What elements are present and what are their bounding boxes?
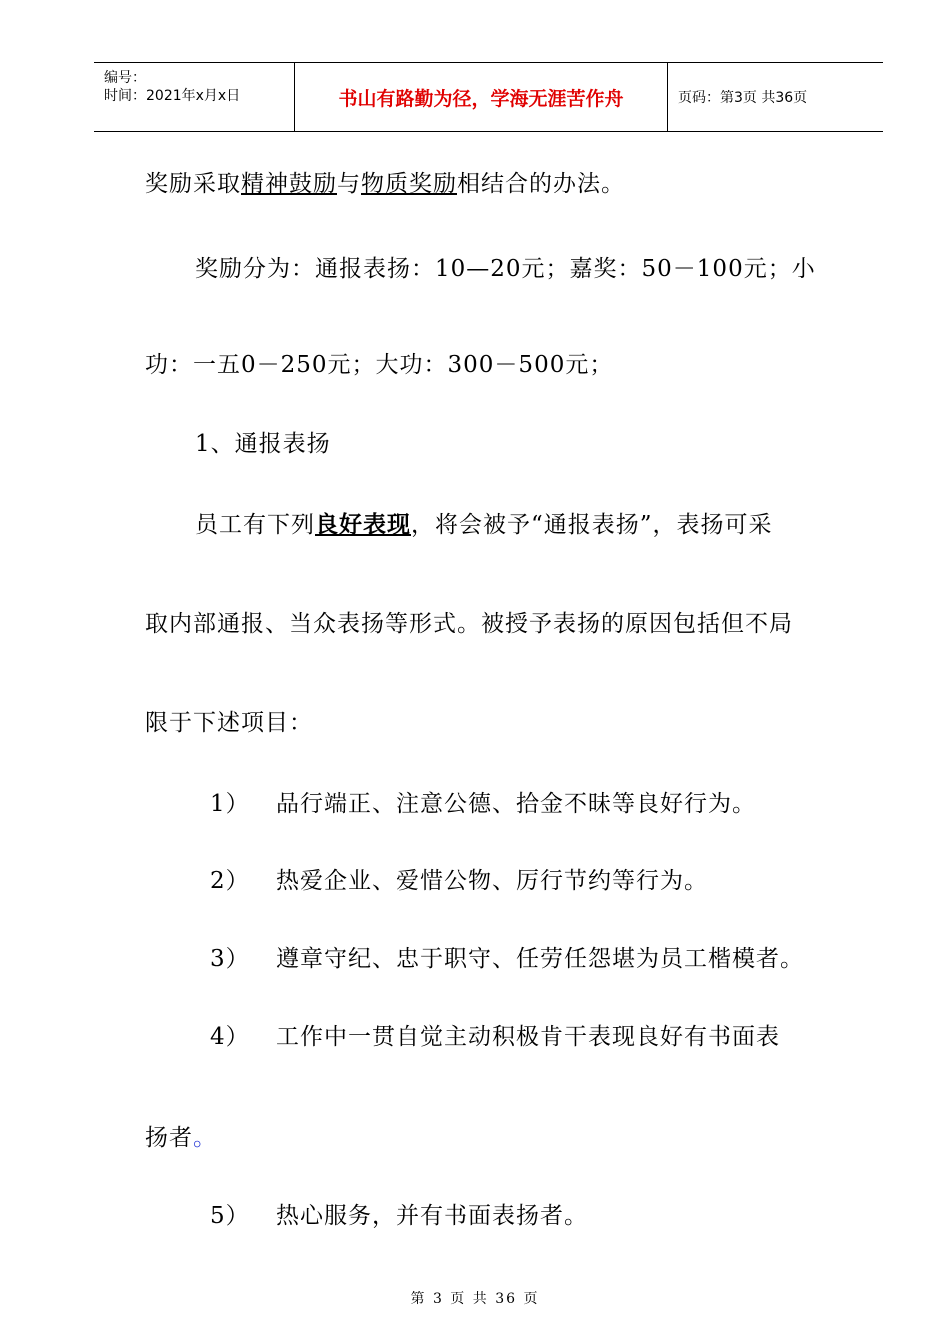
list-item-text: 热心服务，并有书面表扬者。 — [276, 1203, 588, 1229]
list-item-text: 遵章守纪、忠于职守、任劳任怨堪为员工楷模者。 — [276, 946, 804, 972]
section-heading: 1、通报表扬 — [195, 431, 331, 457]
text-run: ，将会被予“通报表扬”，表扬可采 — [411, 512, 773, 538]
text-run: 奖励采取 — [145, 171, 241, 197]
paragraph-line — [195, 506, 773, 539]
header-meta — [94, 63, 295, 131]
list-item-text: 工作中一贯自觉主动积极肯干表现良好有书面表 — [276, 1024, 780, 1050]
page-footer: 第 3 页 共 36 页 — [410, 1291, 540, 1307]
paragraph-line: 限于下述项目： — [145, 710, 313, 736]
paragraph-line — [145, 165, 625, 198]
paragraph-line: 功：一五0－250元；大功：300－500元； — [145, 352, 614, 378]
list-item-text: 品行端正、注意公德、拾金不昧等良好行为。 — [276, 791, 756, 817]
text-run: 相结合的办法。 — [457, 171, 625, 197]
paragraph-line: 取内部通报、当众表扬等形式。被授予表扬的原因包括但不局 — [145, 611, 793, 637]
header-motto: 书山有路勤为径，学海无涯苦作舟 — [295, 63, 668, 131]
text-run: 扬者 — [145, 1125, 193, 1151]
list-item-number: 2） — [210, 868, 250, 894]
list-item-text: 热爱企业、爱惜公物、厉行节约等行为。 — [276, 868, 708, 894]
paragraph-line — [145, 1119, 217, 1152]
list-item-number: 3） — [210, 946, 250, 972]
number-label: 编号： — [104, 70, 146, 86]
paragraph-line: 奖励分为：通报表扬：10—20元；嘉奖：50－100元；小 — [195, 256, 816, 282]
list-item — [210, 785, 756, 818]
list-item — [210, 1018, 780, 1051]
list-item-number: 1） — [210, 791, 250, 817]
time-label: 时间：2021年x月x日 — [104, 88, 241, 104]
list-item-number: 5） — [210, 1203, 250, 1229]
text-run: 。 — [193, 1125, 217, 1151]
document-header — [94, 62, 883, 132]
bold-underlined-text: 良好表现 — [315, 511, 411, 538]
header-page-info: 页码：第3页 共36页 — [678, 90, 808, 106]
text-run: 与 — [337, 171, 361, 197]
list-item — [210, 1197, 588, 1230]
list-item — [210, 940, 804, 973]
list-item-number: 4） — [210, 1024, 250, 1050]
text-run: 员工有下列 — [195, 512, 315, 538]
underlined-text: 物质奖励 — [361, 171, 457, 197]
list-item — [210, 862, 708, 895]
underlined-text: 精神鼓励 — [241, 171, 337, 197]
